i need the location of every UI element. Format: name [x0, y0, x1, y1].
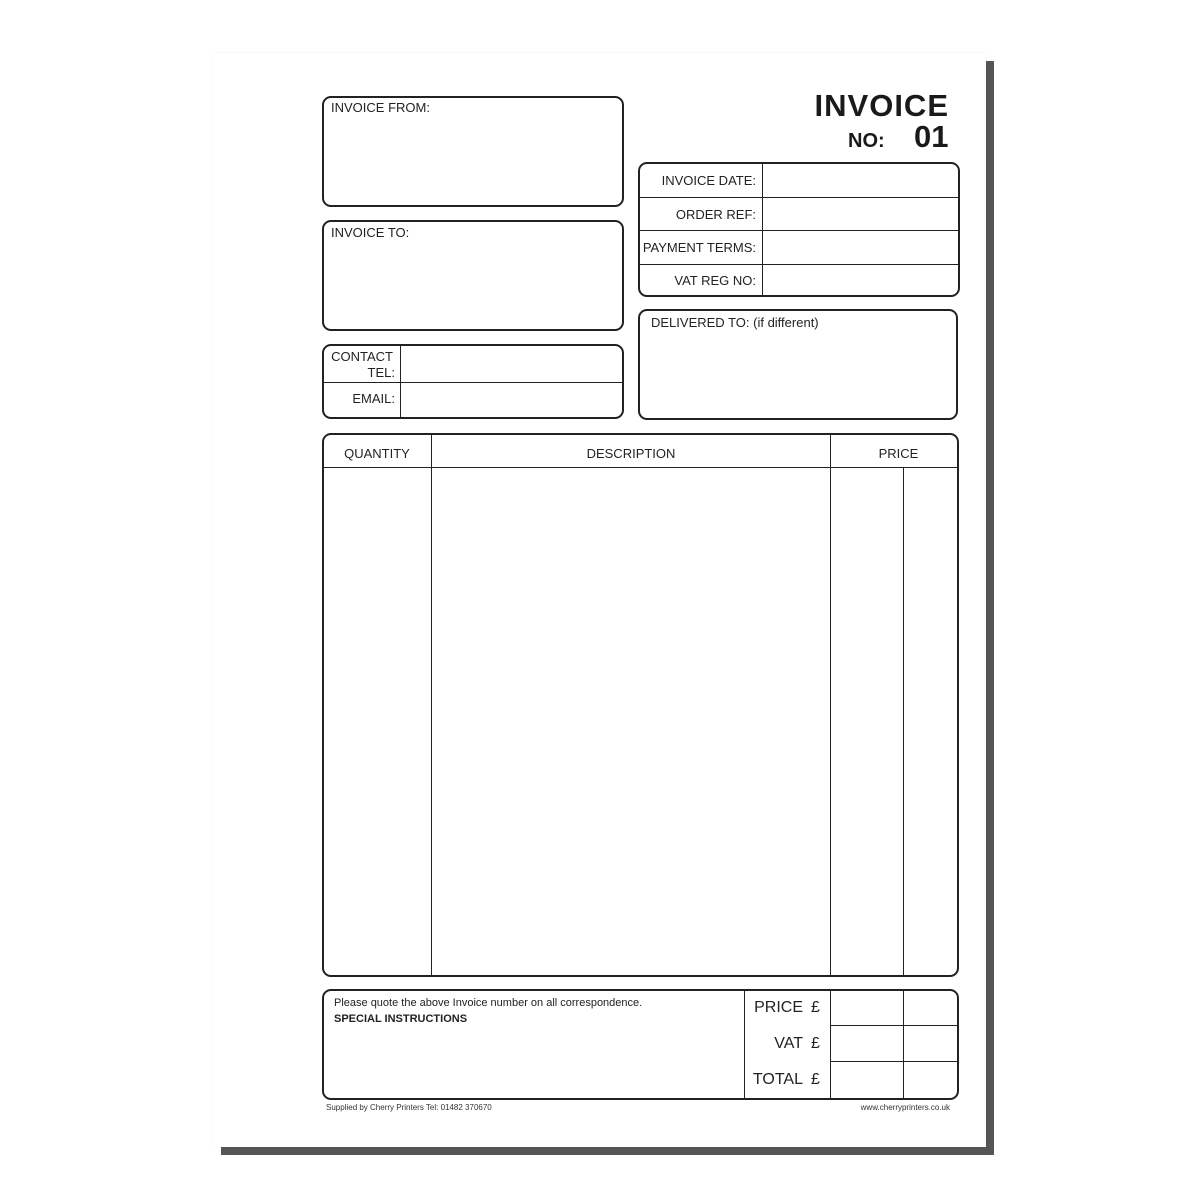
invoice-number-label: NO:	[848, 130, 885, 152]
delivered-to-label	[651, 315, 819, 330]
special-instructions-label: SPECIAL INSTRUCTIONS	[334, 1013, 468, 1025]
contact-tel-label-line2: TEL:	[367, 365, 395, 380]
email-field[interactable]	[401, 383, 622, 417]
price-header: PRICE	[878, 446, 919, 461]
payment-terms-label: PAYMENT TERMS:	[642, 240, 756, 255]
order-ref-label: ORDER REF:	[675, 207, 756, 222]
delivered-to-note: (if different)	[753, 315, 819, 330]
invoice-title: INVOICE	[814, 88, 949, 123]
description-column[interactable]	[432, 468, 830, 975]
quote-note: Please quote the above Invoice number on all correspondence.	[334, 997, 643, 1009]
vat-total-field[interactable]	[831, 1026, 957, 1061]
email-label: EMAIL:	[352, 391, 395, 406]
contact-tel-field[interactable]	[401, 345, 622, 382]
special-instructions-field[interactable]	[323, 1028, 744, 1098]
grand-total-field[interactable]	[831, 1062, 957, 1098]
vat-currency: £	[811, 1035, 820, 1052]
description-header: DESCRIPTION	[586, 446, 676, 461]
quantity-column[interactable]	[323, 468, 431, 975]
price-currency: £	[811, 999, 820, 1016]
vat-reg-field[interactable]	[763, 265, 958, 295]
delivered-to-title: DELIVERED TO:	[651, 315, 750, 330]
invoice-to-label: INVOICE TO:	[331, 225, 410, 240]
price-column[interactable]	[831, 468, 957, 975]
price-total-field[interactable]	[831, 990, 957, 1025]
website-footer: www.cherryprinters.co.uk	[860, 1103, 950, 1112]
contact-tel-label-line1: CONTACT	[331, 349, 393, 364]
quantity-header: QUANTITY	[344, 446, 410, 461]
payment-terms-field[interactable]	[763, 231, 958, 264]
vat-total-label: VAT	[774, 1035, 803, 1052]
invoice-date-label: INVOICE DATE:	[661, 173, 756, 188]
invoice-number: 01	[914, 119, 949, 154]
grand-total-label: TOTAL	[752, 1071, 803, 1088]
invoice-from-label: INVOICE FROM:	[331, 100, 430, 115]
price-total-label: PRICE	[754, 999, 803, 1016]
vat-reg-label: VAT REG NO:	[674, 273, 756, 288]
supplier-footer: Supplied by Cherry Printers Tel: 01482 370670	[326, 1103, 492, 1112]
invoice-date-field[interactable]	[763, 163, 958, 197]
total-currency: £	[811, 1071, 820, 1088]
order-ref-field[interactable]	[763, 198, 958, 230]
